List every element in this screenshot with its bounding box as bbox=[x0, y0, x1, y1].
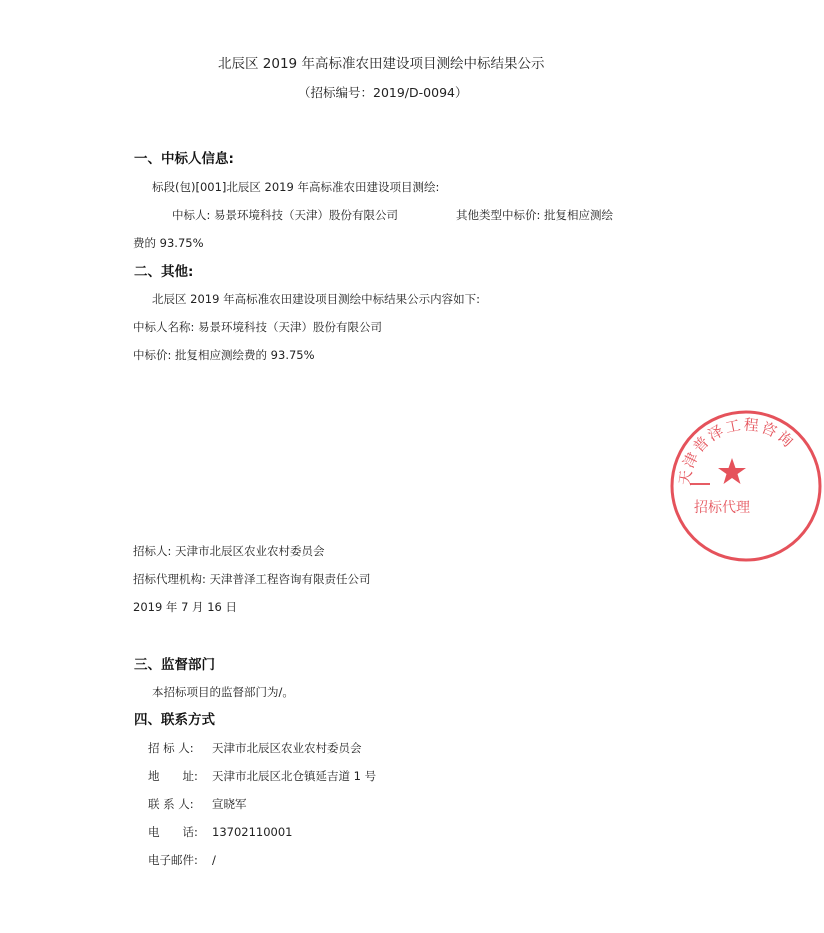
contact-label-tenderer: 招 标 人: bbox=[148, 741, 194, 755]
price-line-part2: 费的 93.75% bbox=[133, 236, 204, 250]
supervision-text: 本招标项目的监督部门为/。 bbox=[152, 685, 294, 699]
agency-signature: 招标代理机构: 天津普泽工程咨询有限责任公司 bbox=[133, 572, 371, 586]
seal-top-text: 天津普泽工程咨询 bbox=[675, 415, 799, 487]
section1-heading: 一、中标人信息: bbox=[134, 151, 234, 167]
contact-label-person: 联 系 人: bbox=[148, 797, 194, 811]
winning-price: 中标价: 批复相应测绘费的 93.75% bbox=[133, 348, 315, 362]
contact-value-address: 天津市北辰区北仓镇延吉道 1 号 bbox=[212, 769, 377, 783]
section2-heading: 二、其他: bbox=[134, 264, 194, 280]
section3-heading: 三、监督部门 bbox=[134, 657, 215, 673]
price-line-part1: 其他类型中标价: 批复相应测绘 bbox=[456, 208, 614, 222]
seal-star-icon bbox=[718, 458, 746, 484]
contact-value-email: / bbox=[212, 853, 216, 867]
contact-label-email: 电子邮件: bbox=[148, 853, 198, 867]
lot-line: 标段(包)[001]北辰区 2019 年高标准农田建设项目测绘: bbox=[152, 180, 440, 194]
section4-heading: 四、联系方式 bbox=[134, 712, 215, 728]
contact-value-person: 宣晓军 bbox=[212, 797, 247, 811]
section2-intro: 北辰区 2019 年高标准农田建设项目测绘中标结果公示内容如下: bbox=[152, 292, 480, 306]
document-title: 北辰区 2019 年高标准农田建设项目测绘中标结果公示 bbox=[218, 56, 545, 72]
agency-seal bbox=[668, 408, 824, 564]
bid-number: （招标编号：2019/D-0094） bbox=[298, 85, 468, 100]
contact-value-phone: 13702110001 bbox=[212, 825, 293, 839]
contact-label-address: 地 址: bbox=[148, 769, 198, 783]
winner-line: 中标人: 易景环境科技（天津）股份有限公司 bbox=[172, 208, 399, 222]
tenderer-signature: 招标人: 天津市北辰区农业农村委员会 bbox=[133, 544, 325, 558]
winner-name: 中标人名称: 易景环境科技（天津）股份有限公司 bbox=[133, 320, 383, 334]
contact-value-tenderer: 天津市北辰区农业农村委员会 bbox=[212, 741, 362, 755]
seal-bottom-text: 招标代理 bbox=[694, 500, 750, 516]
signature-date: 2019 年 7 月 16 日 bbox=[133, 600, 237, 614]
contact-label-phone: 电 话: bbox=[148, 825, 198, 839]
